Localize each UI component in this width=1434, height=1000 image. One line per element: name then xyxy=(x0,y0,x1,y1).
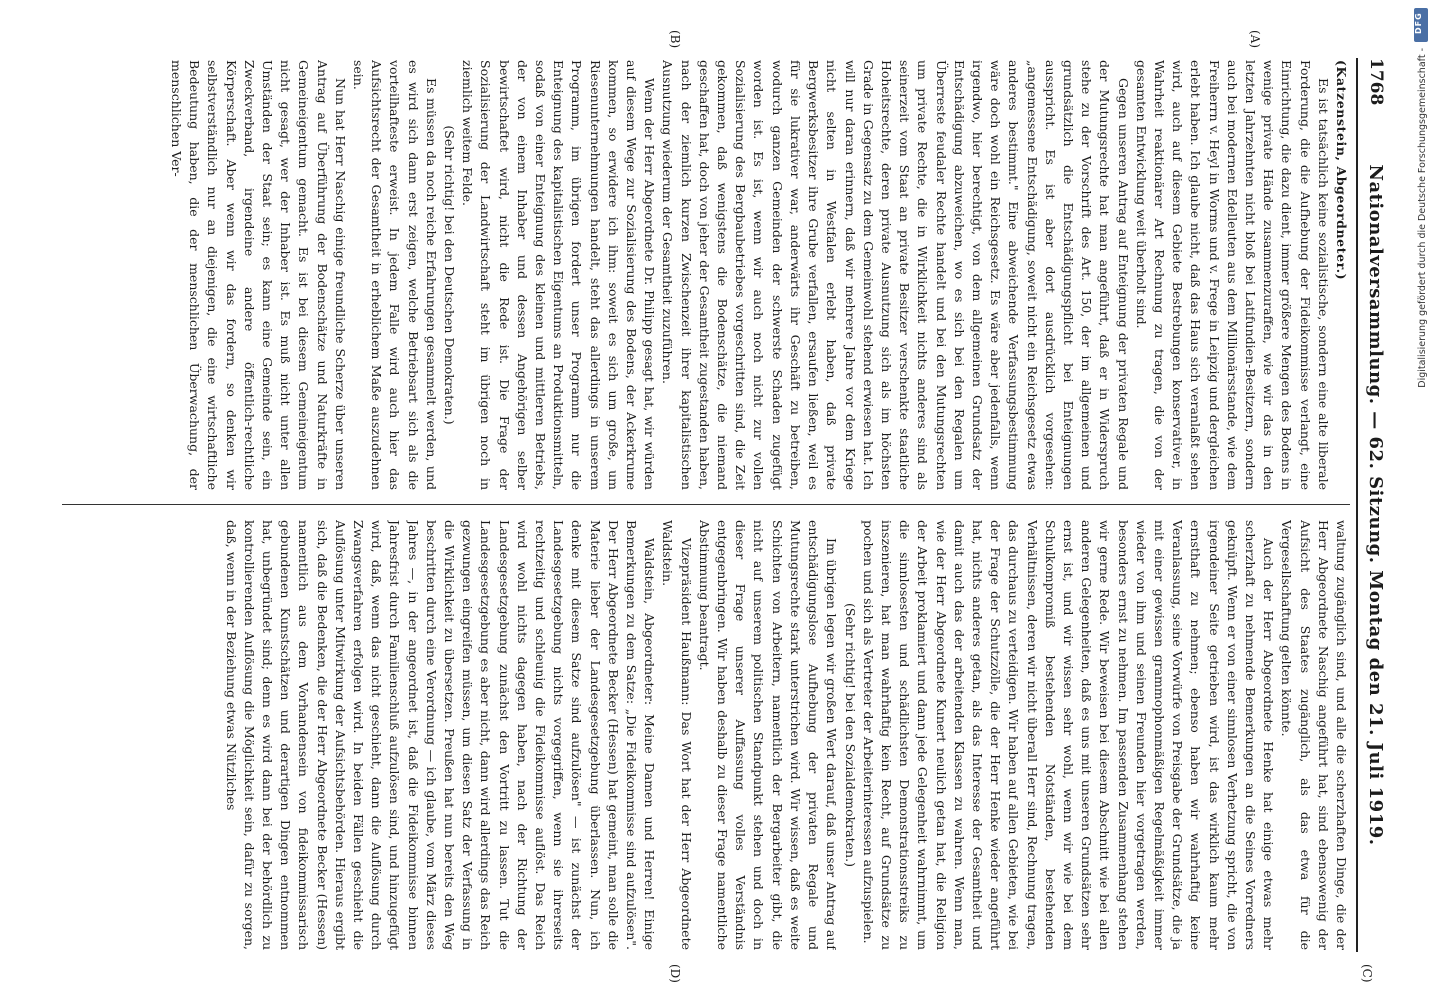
paragraph: Auch der Herr Abgeordnete Henke hat einige etwas mehr scherzhaft zu nehmende Bemerkungen an die Seines Vorredners geknüpft. Wenn er von einer sinnlosen Verhetzung spricht, die von irgendeiner Seite getrieben wird, ist das wirklich kaum mehr ernsthaft zu nehmen; ebenso haben wir wahrhaftig keine Veranlassung, seine Vorwürfe von Preisgabe der Grundsätze, die ja mit einer gewissen grammophonmäßigen Regelmäßigkeit immer wieder von ihm und seinen Freunden hier vorgetragen werden, besonders ernst zu nehmen. Im passenden Zusammenhang stehen wir gerne Rede. Wir beweisen bei diesem Abschnitt wie bei allen anderen Gelegenheiten, daß es uns mit unseren Grundsätzen sehr ernst ist, und wir wissen sehr wohl, wenn wir wie bei dem Schulkompromiß bestehenden Notständen, bestehenden Verhältnissen, deren wir nicht überall Herr sind, Rechnung tragen, das durchaus zu verteidigen. Wir haben auf allen Gebieten, wie bei der Frage der Schutzzölle, die der Herr Henke wieder angeführt hat, nichts anderes getan, als das Interesse der Gesamtheit und damit auch das der arbeitenden Klassen zu wahren. Wenn man, wie der Herr Abgeordnete Kunert neulich getan hat, die Religion der Arbeit proklamiert und dann jede Gelegenheit wahrnimmt, um die sinnlosesten und schädlichsten Demonstrationsstreiks zu inszenieren, hat man wahrhaftig kein Recht, auf Grundsätze zu pochen und sich als Vertreter der Arbeiterinteressen aufzuspielen. xyxy=(860,520,1277,950)
margin-marker-d: (D) xyxy=(668,964,682,983)
column-divider xyxy=(62,504,1350,505)
paragraph: Nun hat Herr Naschig einige freundliche Scherze über unseren Antrag auf Überführung der Bodenschätze und Naturkräfte in Gemeineigentum gemacht. Es ist bei diesem Gemeineigentum nicht gesagt, wer der Inhaber ist. Es muß nicht unter allen Umständen der Staat sein; es kann eine Gemeinde sein, ein Zweckverband, irgendeine andere öffentlich-rechtliche Körperschaft. Aber wenn wir das fordern, so denken wir selbstverständlich nur an diejenigen, die eine wirtschaftliche Bedeutung haben, die der menschlichen Überwachung, der menschlichen Ver- xyxy=(169,60,348,490)
margin-marker-c: (C) xyxy=(1360,964,1374,983)
document-page xyxy=(32,20,1402,983)
margin-marker-a: (A) xyxy=(1248,30,1262,49)
interjection: (Sehr richtig! bei den Sozialdemokraten.) xyxy=(842,603,858,867)
paragraph: Gegen unseren Antrag auf Enteignung der privaten Regale und der Mutungsrechte hat man angeführt, daß er in Widerspruch stehe zu der Vorschrift des Art. 150, der im allgemeinen und grundsätzlich die Entschädigungspflicht bei Enteignungen ausspricht. Es ist aber dort ausdrücklich vorgesehen: „angemessene Entschädigung, soweit nicht ein Reichsgesetz etwas anderes bestimmt." Eine abweichende Verfassungsbestimmung wäre doch wohl ein Reichsgesetz. Es wäre aber jedenfalls, wenn irgendwo, hier berechtigt, von dem allgemeinen Grundsatz der Entschädigung abzuweichen, wo es sich bei den Regalen um Überreste feudaler Rechte handelt und bei den Mutungsrechten um private Rechte, die in Wirklichkeit nichts anderes sind als seinerzeit vom Staat an private Besitzer verschenkte staatliche Hoheitsrechte, deren private Ausnutzung sich als im höchsten Grade in Gegensatz zu dem Gemeinwohl stehend erwiesen hat. Ich will nur daran erinnern, daß wir mehrere Jahre vor dem Kriege nicht selten in Westfalen erlebt haben, daß private Bergwerksbesitzer ihre Grube verfallen, ersaufen ließen, weil es für sie lukrativer war, anderwärts ihr Geschäft zu betreiben, wodurch ganzen Gemeinden der schwerste Schaden zugefügt worden ist. Es ist, wenn wir auch noch nicht zur vollen Sozialisierung des Bergbaubetriebes vorgeschritten sind, die Zeit gekommen, daß wenigstens die Bodenschätze, die niemand geschaffen hat, doch von jeher der Gesamtheit zugestanden haben, nach der ziemlich kurzen Zwischenzeit ihrer kapitalistischen Ausnutzung wiederum der Gesamtheit zuzuführen. xyxy=(660,60,1131,490)
paragraph: Wenn der Herr Abgeordnete Dr. Philipp gesagt hat, wir würden auf diesem Wege zur Sozialisierung des Bodens, der Ackerkrume kommen, so erwidere ich ihm: soweit es sich um große, um Riesenunternehmungen handelt, steht das allerdings in unserem Programm, im übrigen fordert unser Programm nur die Enteignung des kapitalistischen Eigentums an Produktionsmitteln, sodaß von einer Enteignung des kleinen und mittleren Betriebs, der von einem Inhaber und dessen Angehörigen selber bewirtschaftet wird, nicht die Rede ist. Die Frage der Sozialisierung der Landwirtschaft steht im übrigen noch in ziemlich weitem Felde. xyxy=(460,60,658,490)
page-number: 1768 xyxy=(1366,58,1386,106)
paragraph: Im übrigen legen wir großen Wert darauf, daß unser Antrag auf entschädigungslose Aufhebung der privaten Regale und Mutungsrechte stark unterstrichen wird. Wir wissen, daß es weite Schichten von Arbeitern, namentlich der Bergarbeiter gibt, die nicht auf unserem politischen Standpunkt stehen und doch in dieser Frage unserer Auffassung volles Verständnis entgegenbringen. Wir haben deshalb zu dieser Frage namentliche Abstimmung beantragt. xyxy=(696,520,840,950)
running-header xyxy=(1354,58,1394,952)
speech-paragraph: Waldstein, Abgeordneter: Meine Damen und Herren! Einige Bemerkungen zu dem Satze: „Die Fideikommisse sind aufzulösen". Der Herr Abgeordnete Becker (Hessen) hat gemeint, man solle die Materie lieber der Landesgesetzgebung überlassen. Nun, ich denke mit diesem Satze sind aufzulösen" — ist zunächst der Landesgesetzgebung nichts vorgegriffen, wenn sie ihrerseits rechtzeitig und schleunig die Fideikommisse auflöst. Das Reich wird wohl nichts dagegen haben, nach der Richtung der Landesgesetzgebung zunächst den Vortritt zu lassen. Tut die Landesgesetzgebung es aber nicht, dann wird allerdings das Reich gezwungen eingreifen müssen, um diesen Satz der Verfassung in die Wirklichkeit zu übersetzen. Preußen hat nun bereits den Weg beschritten durch eine Verordnung — ich glaube, vom März dieses Jahres —, in der angeordnet ist, daß die Fideikommisse binnen Jahresfrist durch Familienschluß aufzulösen sind, und hinzugefügt wird, daß, wenn das nicht geschieht, dann die Auflösung durch Zwangsverfahren erfolgen wird. In beiden Fällen geschieht die Auflösung unter Mitwirkung der Aufsichtsbehörden. Hieraus ergibt sich, daß die Bedenken, die der Herr Abgeordnete Becker (Hessen) namentlich aus dem Vorhandensein von fideikommissarisch gebundenen Kunstschätzen und derartigen Dingen entnommen hat, unbegründet sind; denn es wird dann bei der behördlich zu kontrollierenden Auflösung die Möglichkeit sein, dafür zu sorgen, daß, wenn in der Beziehung etwas Nützliches xyxy=(223,520,658,950)
credit-text: Digitalisierung gefördert durch die Deutsche Forschungsgemeinschaft - xyxy=(1417,48,1428,388)
presiding-remark: Vizepräsident Haußmann: Das Wort hat der Herr Abgeordnete Waldstein. xyxy=(660,520,694,950)
interjection: (Sehr richtig! bei den Deutschen Demokraten.) xyxy=(442,125,458,425)
header-rule xyxy=(1356,58,1358,952)
paragraph: Es ist tatsächlich keine sozialistische, sondern eine alte liberale Forderung, die die Aufhebung der Fideikommisse verlangt, eine Einrichtung, die dazu dient, immer größere Mengen des Bodens in wenige private Hände zusammenzuraffen, wie wir das in den letzten Jahrzehnten nicht bloß bei Latifundien-Besitzern, sondern auch bei modernen Edelleuten aus dem Millionärsstande, wie dem Freiherrn v. Heyl in Worms und v. Frege in Leipzig und dergleichen erlebt haben. Ich glaube nicht, daß das Haus sich veranlaßt sehen wird, auch auf diesem Gebiete Bestrebungen konservativer, in Wahrheit reaktionärer Art Rechnung zu tragen, die von der gesamten Entwicklung weit überholt sind. xyxy=(1133,60,1331,490)
dfg-logo-text: DFG xyxy=(1414,12,1423,34)
left-column xyxy=(62,60,1350,490)
digitization-credit xyxy=(1408,0,1434,1000)
right-column xyxy=(62,520,1350,950)
page-header-title: Nationalversammlung. — 62. Sitzung. Montag den 21. Juli 1919. xyxy=(1365,164,1386,846)
paragraph: waltung zugänglich sind, und alle die scherzhaften Dinge, die der Herr Abgeordnete Naschig angeführt hat, sind ebensowenig der Aufsicht des Staates zugänglich, als das etwa für die Vergesellschaftung gelten könnte. xyxy=(1279,520,1349,950)
paragraph: Es müssen da noch reiche Erfahrungen gesammelt werden, und es wird sich dann erst zeigen, welche Betriebsart sich als die vorteilhafteste erweist. In jedem Falle wird auch hier das Aufsichtsrecht der Gesamtheit in erheblichem Maße auszudehnen sein. xyxy=(351,60,439,490)
speaker-line: (Katzenstein, Abgeordneter.) xyxy=(1334,60,1349,281)
margin-marker-b: (B) xyxy=(668,30,682,49)
